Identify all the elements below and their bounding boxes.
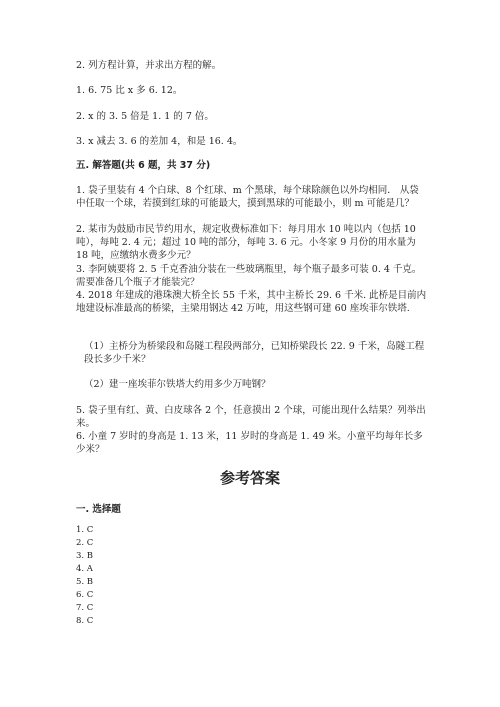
question-4-part-2: （2）建一座埃菲尔铁塔大约用多少万吨钢？ bbox=[84, 379, 271, 390]
equation-item-1: 1. 6. 75 比 x 多 6. 12。 bbox=[76, 85, 183, 96]
equation-item-3: 3. x 减去 3. 6 的差加 4，和是 16. 4。 bbox=[76, 136, 243, 147]
answer-item: 3. B bbox=[76, 551, 94, 561]
answer-item: 6. C bbox=[76, 590, 94, 600]
question-4: 4. 2018 年建成的港珠澳大桥全长 55 千米，其中主桥长 29. 6 千米. 此桥是目前内地建设标准最高的桥梁，主梁用钢达 42 万吨，用这些钢可建 60 座埃菲尔铁塔. bbox=[76, 290, 427, 314]
equation-intro: 2. 列方程计算，并求出方程的解。 bbox=[76, 60, 222, 71]
question-6: 6. 小童 7 岁时的身高是 1. 13 米，11 岁时的身高是 1. 49 米。小童平均每年长多少米？ bbox=[76, 431, 423, 455]
question-5: 5. 袋子里有红、黄、白皮球各 2 个，任意摸出 2 个球，可能出现什么结果？列举出来。 bbox=[76, 405, 426, 429]
answer-item: 4. A bbox=[76, 564, 93, 574]
answer-item: 8. C bbox=[76, 616, 94, 626]
answer-item: 1. C bbox=[76, 525, 94, 535]
section-5-heading: 五. 解答题(共 6 题，共 37 分) bbox=[76, 160, 211, 171]
answers-title: 参考答案 bbox=[219, 469, 280, 487]
question-4-part-1: （1）主桥分为桥梁段和岛隧工程段两部分，已知桥梁段长 22. 9 千米，岛隧工程段长多少千米？ bbox=[84, 341, 425, 365]
answers-section-1-heading: 一. 选择题 bbox=[76, 504, 121, 515]
equation-item-2: 2. x 的 3. 5 倍是 1. 1 的 7 倍。 bbox=[76, 111, 214, 122]
answer-item: 7. C bbox=[76, 603, 94, 613]
question-1: 1. 袋子里装有 4 个白球、8 个红球、m 个黑球，每个球除颜色以外均相同． 从袋中任取一个球，若摸到红球的可能最大，摸到黑球的可能最小，则 m 可能是几？ bbox=[76, 185, 419, 209]
question-2: 2. 某市为鼓励市民节约用水，规定收费标准如下：每月用水 10 吨以内（包括 10吨），每吨 2. 4 元；超过 10 吨的部分，每吨 3. 6 元。小冬家 9 月份的用水量为 18 吨，应缴纳水费多少元？ bbox=[76, 224, 416, 261]
question-3: 3. 李阿姨要将 2. 5 千克香油分装在一些玻璃瓶里，每个瓶子最多可装 0. 4 千克。需要准备几个瓶子才能装完？ bbox=[76, 264, 422, 288]
answer-item: 2. C bbox=[76, 538, 94, 548]
answer-item: 5. B bbox=[76, 577, 94, 587]
